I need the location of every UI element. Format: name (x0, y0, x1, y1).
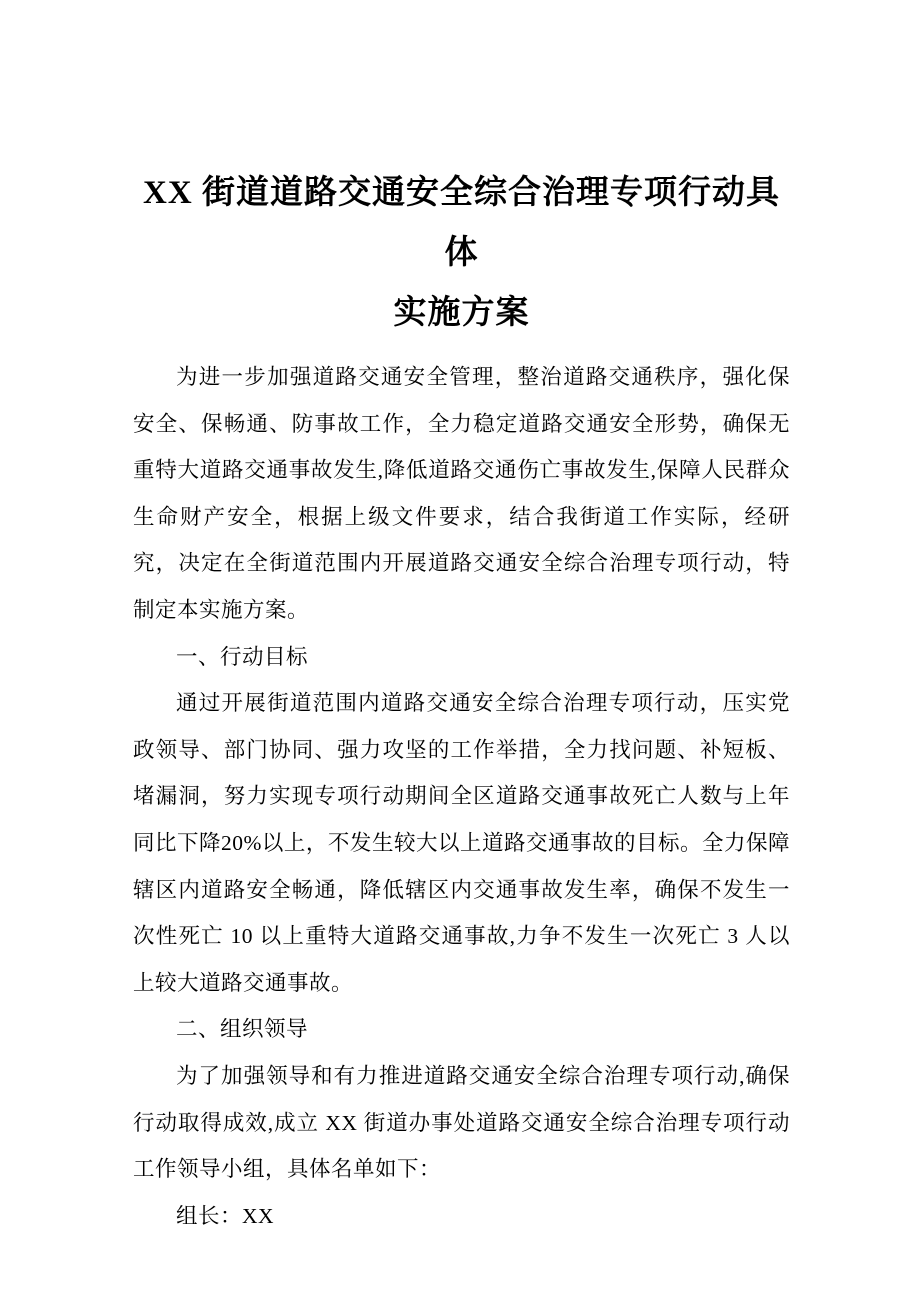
document-title (133, 163, 790, 343)
document-title-line-2: 实施方案 (393, 295, 530, 331)
document-content (133, 0, 790, 1239)
heading-section-2-organization-leadership: 二、组织领导 (176, 1017, 309, 1042)
paragraph-leadership-group: 为了加强领导和有力推进道路交通安全综合治理专项行动,确保行动取得成效,成立 XX 街道办事处道路交通安全综合治理专项行动工作领导小组，具体名单如下： (133, 1063, 790, 1182)
paragraph-group-leader: 组长：XX (176, 1203, 275, 1228)
heading-section-1-action-goals: 一、行动目标 (176, 644, 309, 669)
document-title-line-1: XX 街道道路交通安全综合治理专项行动具体 (143, 175, 780, 271)
paragraph-preamble: 为进一步加强道路交通安全管理，整治道路交通秩序，强化保安全、保畅通、防事故工作，全力稳定道路交通安全形势，确保无重特大道路交通事故发生,降低道路交通伤亡事故发生,保障人民群众生命财产安全，根据上级文件要求，结合我街道工作实际，经研究，决定在全街道范围内开展道路交通安全综合治理专项行动，特制定本实施方案。 (133, 365, 790, 622)
paragraph-action-goals: 通过开展街道范围内道路交通安全综合治理专项行动，压实党政领导、部门协同、强力攻坚的工作举措，全力找问题、补短板、堵漏洞，努力实现专项行动期间全区道路交通事故死亡人数与上年同比下降20%以上，不发生较大以上道路交通事故的目标。全力保障辖区内道路安全畅通，降低辖区内交通事故发生率，确保不发生一次性死亡 10 以上重特大道路交通事故,力争不发生一次死亡 3 人以上较大道路交通事故。 (133, 691, 790, 995)
